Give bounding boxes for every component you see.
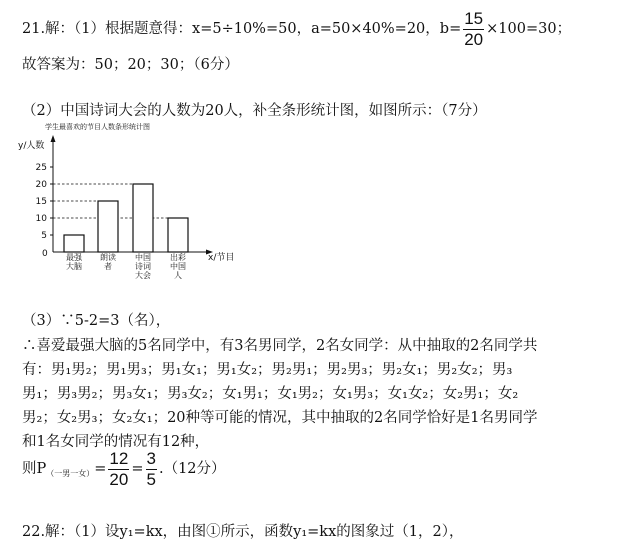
y-tick-label: 10 [35,214,47,224]
b-fraction [463,9,484,50]
q21-part3-line2: 有：男₁男₂；男₁男₃；男₁女₁；男₁女₂；男₂男₁；男₂男₃；男₂女₁；男₂女₂；男₃ [22,362,513,378]
q21-part3-line4: 男₂；女₂男₃；女₂女₁；20种等可能的情况，其中抽取的2名同学恰好是1名男同学 [22,410,538,426]
fraction2-numerator: 3 [146,448,156,468]
category-label: 中国 [135,253,151,262]
q21-part3-head: （3）∵5-2=3（名）， [22,313,171,329]
prob-equals-2: = [131,461,144,477]
q21-part3-line5: 和1名女同学的情况有12种， [22,434,210,450]
category-labels [66,252,186,280]
bar [98,201,118,252]
y-tick-label: 5 [41,231,47,241]
y-ticks [36,163,53,241]
y-tick-label: 15 [35,197,47,207]
fraction-12-20 [108,449,129,490]
q22-line: 22.解：（1）设y₁=kx，由图①所示，函数y₁=kx的图象过（1，2）， [22,524,464,540]
bar-chart [12,118,262,283]
prob-suffix: .（12分） [158,461,226,477]
category-label: 诗词 [135,262,151,271]
category-label: 者 [104,262,112,271]
fraction2-denominator: 5 [146,469,156,489]
category-label: 大脑 [66,262,82,271]
q21-line1-text: 21.解：（1）根据题意得：x=5÷10%=50，a=50×40%=20，b= [22,21,462,37]
category-label: 中国 [170,262,186,271]
category-label: 出彩 [170,253,186,262]
probability-line [22,446,226,497]
prob-subscript: （一男一女） [46,469,95,478]
bar [133,184,153,252]
b-denominator: 20 [464,29,484,49]
q21-line1 [22,8,571,50]
q21-part2: （2）中国诗词大会的人数为20人，补全条形统计图，如图所示：（7分） [22,103,487,119]
fraction1-numerator: 12 [109,448,129,468]
x-axis-label: x/节目 [208,253,235,263]
chart-title: 学生最喜欢的节目人数条形统计图 [45,123,150,131]
q21-line1-tail: ×100=30； [486,21,572,37]
prob-prefix: 则P [22,461,47,477]
y-tick-label: 20 [35,180,47,190]
fraction-3-5 [146,449,157,490]
category-label: 大会 [135,271,151,280]
q21-answer-line: 故答案为：50；20；30；（6分） [22,57,239,73]
prob-equals-1: = [94,461,107,477]
y-axis-label: y/人数 [18,141,45,151]
y-axis-arrow [51,135,56,142]
origin-label: 0 [42,249,48,259]
bar [64,235,84,252]
fraction1-denominator: 20 [109,469,129,489]
category-label: 人 [174,271,182,280]
category-label: 朗读 [100,253,116,262]
bar [168,218,188,252]
q21-part3-line3: 男₁；男₃男₂；男₃女₁；男₃女₂；女₁男₁；女₁男₂；女₁男₃；女₁女₂；女₂男₁；女₂ [22,386,519,402]
b-numerator: 15 [464,8,484,28]
category-label: 最强 [66,253,82,262]
y-tick-label: 25 [35,163,47,173]
q21-part3-line1: ∴喜爱最强大脑的5名同学中，有3名男同学，2名女同学：从中抽取的2名同学共 [22,338,538,354]
